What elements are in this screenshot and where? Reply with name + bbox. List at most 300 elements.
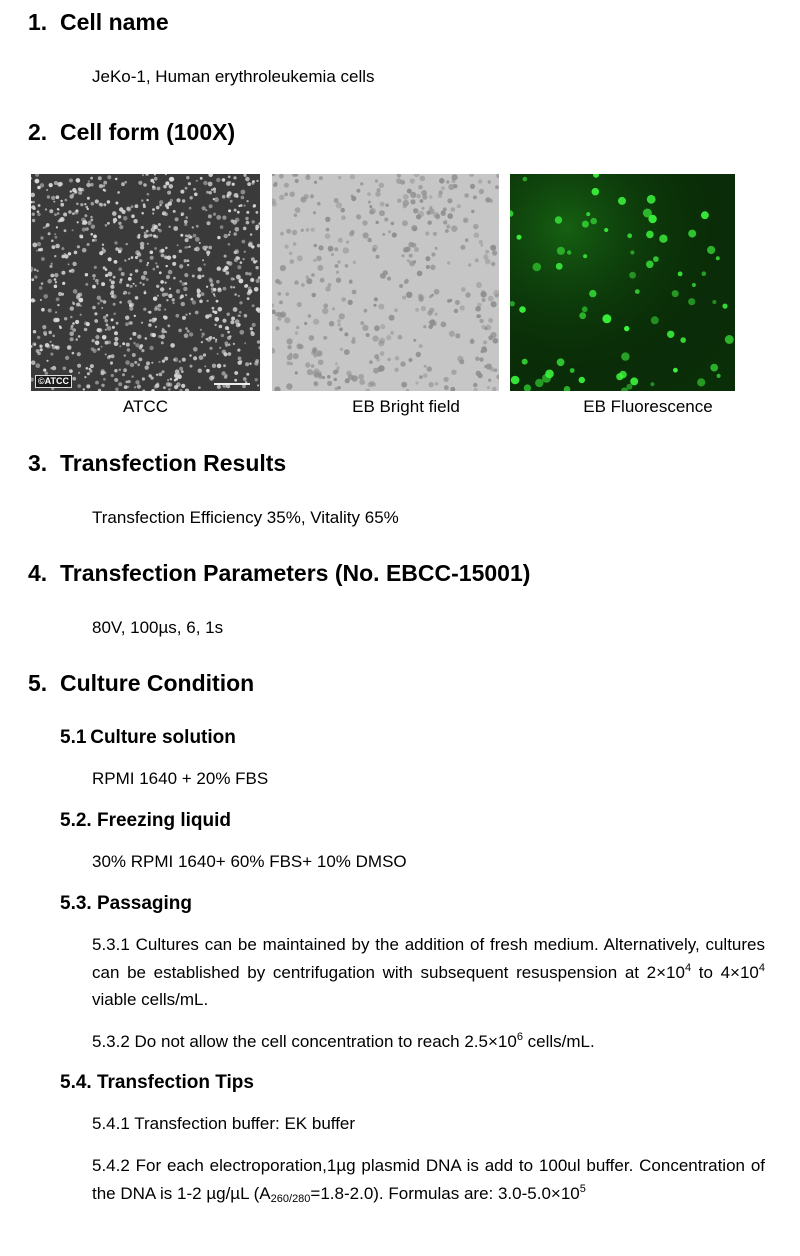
cell-dot xyxy=(223,287,227,291)
cell-dot xyxy=(72,302,75,305)
cell-dot xyxy=(227,331,230,334)
cell-dot xyxy=(205,246,208,249)
cell-dot xyxy=(70,190,72,192)
cell-dot xyxy=(488,296,494,302)
cell-dot xyxy=(37,210,40,213)
cell-dot xyxy=(433,232,437,236)
cell-dot xyxy=(131,214,135,218)
cell-dot xyxy=(101,369,105,373)
cell-dot xyxy=(50,367,53,370)
cell-dot xyxy=(154,247,157,250)
cell-dot xyxy=(124,259,126,261)
cell-dot xyxy=(185,238,189,242)
cell-dot xyxy=(157,187,161,191)
cell-dot xyxy=(408,358,412,362)
cell-dot xyxy=(46,344,50,348)
cell-dot xyxy=(135,256,138,259)
cell-dot xyxy=(255,227,258,230)
cell-dot xyxy=(356,214,361,219)
cell-dot xyxy=(240,261,243,264)
cell-dot xyxy=(243,258,245,260)
cell-dot xyxy=(206,251,210,255)
cell-dot xyxy=(402,254,405,257)
cell-dot xyxy=(54,213,57,216)
cell-dot xyxy=(284,317,290,323)
cell-dot xyxy=(54,278,57,281)
cell-dot xyxy=(316,351,321,356)
cell-dot xyxy=(95,335,99,339)
cell-dot xyxy=(233,286,235,288)
cell-dot xyxy=(99,203,102,206)
cell-dot xyxy=(426,265,430,269)
cell-dot xyxy=(168,388,171,391)
cell-dot xyxy=(95,199,99,203)
cell-dot xyxy=(166,206,169,209)
cell-dot xyxy=(75,320,79,324)
cell-dot xyxy=(150,179,154,183)
cell-dot xyxy=(160,249,164,253)
cell-dot xyxy=(413,339,416,342)
cell-dot xyxy=(114,341,119,346)
cell-dot xyxy=(341,297,346,302)
cell-dot xyxy=(187,259,190,262)
cell-dot xyxy=(335,362,338,365)
cell-dot xyxy=(455,333,460,338)
cell-dot xyxy=(555,216,562,223)
cell-dot xyxy=(185,216,188,219)
cell-dot xyxy=(140,245,144,249)
cell-dot xyxy=(166,299,168,301)
cell-dot xyxy=(50,274,54,278)
cell-dot xyxy=(395,356,400,361)
cell-dot xyxy=(159,373,163,377)
cell-dot xyxy=(99,328,101,330)
cell-dot xyxy=(491,262,495,266)
cell-dot xyxy=(74,210,78,214)
cell-dot xyxy=(122,373,125,376)
cell-dot xyxy=(107,175,111,179)
cell-dot xyxy=(378,304,384,310)
cell-dot xyxy=(370,381,375,386)
cell-dot xyxy=(106,324,109,327)
cell-dot xyxy=(366,333,370,337)
cell-dot xyxy=(360,182,363,185)
cell-dot xyxy=(190,365,193,368)
cell-dot xyxy=(246,373,249,376)
cell-dot xyxy=(210,283,214,287)
cell-dot xyxy=(60,200,62,202)
cell-dot xyxy=(384,217,388,221)
cell-dot xyxy=(206,369,210,373)
cell-dot xyxy=(165,247,168,250)
cell-dot xyxy=(205,209,207,211)
cell-dot xyxy=(647,195,656,204)
cell-dot xyxy=(582,221,589,228)
cell-dot xyxy=(485,250,489,254)
cell-dot xyxy=(95,341,100,346)
cell-dot xyxy=(150,234,153,237)
cell-dot xyxy=(111,374,114,377)
cell-dot xyxy=(184,259,187,262)
cell-dot xyxy=(252,180,255,183)
cell-dot xyxy=(119,345,121,347)
cell-dot xyxy=(650,382,654,386)
cell-dot xyxy=(299,344,304,349)
cell-dot xyxy=(72,229,74,231)
cell-dot xyxy=(275,312,279,316)
cell-dot xyxy=(646,231,654,239)
cell-dot xyxy=(279,195,284,200)
cell-dot xyxy=(108,272,113,277)
cell-dot xyxy=(170,343,175,348)
cell-dot xyxy=(170,378,172,380)
cell-dot xyxy=(51,240,54,243)
section-heading-cell-form: 2. Cell form (100X) xyxy=(28,119,236,145)
cell-dot xyxy=(334,247,338,251)
cell-dot xyxy=(54,233,56,235)
cell-dot xyxy=(81,218,86,223)
cell-dot xyxy=(51,196,55,200)
cell-dot xyxy=(284,244,288,248)
cell-dot xyxy=(135,285,137,287)
cell-dot xyxy=(143,183,147,187)
cell-dot xyxy=(413,260,416,263)
cell-dot xyxy=(280,265,286,271)
cell-dot xyxy=(178,329,182,333)
cell-dot xyxy=(447,198,452,203)
cell-dot xyxy=(55,281,57,283)
cell-dot xyxy=(567,250,571,254)
cell-dot xyxy=(147,262,149,264)
cell-dot xyxy=(78,335,81,338)
cell-dot xyxy=(292,230,297,235)
cell-dot xyxy=(230,286,233,289)
cell-dot xyxy=(228,176,231,179)
cell-dot xyxy=(85,283,88,286)
cell-dot xyxy=(126,284,129,287)
cell-dot xyxy=(34,300,36,302)
cell-dot xyxy=(362,220,367,225)
cell-dot xyxy=(405,247,410,252)
cell-dot xyxy=(295,179,299,183)
cell-dot xyxy=(173,358,176,361)
cell-dot xyxy=(430,319,435,324)
cell-dot xyxy=(103,300,107,304)
cell-dot xyxy=(238,295,240,297)
cell-dot xyxy=(592,188,600,196)
cell-dot xyxy=(198,386,201,389)
cell-dot xyxy=(168,270,173,275)
cell-dot xyxy=(102,244,104,246)
cell-dot xyxy=(602,314,611,323)
cell-dot xyxy=(161,254,165,258)
cell-dot xyxy=(455,300,460,305)
cell-dot xyxy=(419,344,423,348)
cell-dot xyxy=(189,236,192,239)
cell-dot xyxy=(87,197,90,200)
cell-dot xyxy=(127,386,129,388)
cell-dot xyxy=(667,331,674,338)
cell-dot xyxy=(286,383,292,389)
cell-dot xyxy=(389,315,395,321)
cell-dot xyxy=(169,184,174,189)
cell-dot xyxy=(353,261,357,265)
cell-dot xyxy=(77,221,79,223)
cell-dot xyxy=(76,338,78,340)
cell-dot xyxy=(523,177,528,182)
cell-dot xyxy=(176,198,180,202)
cell-dot xyxy=(51,263,53,265)
cell-dot xyxy=(128,258,130,260)
cell-dot xyxy=(380,351,385,356)
cell-dot xyxy=(452,174,458,180)
cell-dot xyxy=(140,282,142,284)
cell-dot xyxy=(204,365,206,367)
cell-dot xyxy=(485,197,490,202)
cell-dot xyxy=(349,280,352,283)
section-heading-cell-name: 1. Cell name xyxy=(28,9,169,35)
cell-dot xyxy=(630,250,634,254)
cell-dot xyxy=(126,243,128,245)
cell-dot xyxy=(314,181,317,184)
cell-dot xyxy=(710,364,718,372)
cell-dot xyxy=(250,233,252,235)
cell-dot xyxy=(86,322,90,326)
cell-dot xyxy=(212,310,215,313)
cell-dot xyxy=(87,372,90,375)
cell-dot xyxy=(417,271,423,277)
cell-dot xyxy=(50,353,53,356)
cell-dot xyxy=(336,202,342,208)
cell-dot xyxy=(202,206,206,210)
cell-dot xyxy=(185,314,187,316)
cell-dot xyxy=(367,192,371,196)
cell-dot xyxy=(179,367,183,371)
cell-dot xyxy=(192,300,196,304)
cell-dot xyxy=(479,240,483,244)
cell-dot xyxy=(173,210,176,213)
cell-dot xyxy=(98,176,102,180)
cell-dot xyxy=(372,336,378,342)
cell-dot xyxy=(189,332,193,336)
cell-dot xyxy=(77,352,81,356)
cell-dot xyxy=(168,324,170,326)
cell-dot xyxy=(156,374,158,376)
cell-dot xyxy=(165,331,167,333)
cell-dot xyxy=(399,284,403,288)
cell-dot xyxy=(116,322,119,325)
cell-dot xyxy=(230,320,234,324)
cell-dot xyxy=(219,347,221,349)
cell-dot xyxy=(143,271,147,275)
cell-dot xyxy=(234,251,237,254)
cell-dot xyxy=(373,304,376,307)
cell-dot xyxy=(320,278,325,283)
cell-dot xyxy=(604,228,608,232)
cell-dot xyxy=(294,280,298,284)
transfection-tips-paragraph-1: 5.4.1 Transfection buffer: EK buffer xyxy=(92,1114,356,1133)
cell-dot xyxy=(444,385,449,390)
cell-dot xyxy=(214,197,219,202)
cell-dot xyxy=(142,377,145,380)
cell-dot xyxy=(146,278,149,281)
cell-dot xyxy=(72,328,76,332)
cell-dot xyxy=(624,326,629,331)
atcc-micrograph-canvas xyxy=(31,174,260,391)
cell-dot xyxy=(130,273,133,276)
cell-dot xyxy=(188,246,190,248)
cell-dot xyxy=(107,200,110,203)
cell-dot xyxy=(570,368,575,373)
cell-dot xyxy=(152,208,155,211)
cell-dot xyxy=(217,364,222,369)
cell-dot xyxy=(447,261,451,265)
cell-dot xyxy=(73,289,78,294)
cell-dot xyxy=(479,357,483,361)
cell-dot xyxy=(203,263,205,265)
cell-dot xyxy=(431,252,435,256)
cell-dot xyxy=(204,248,207,251)
cell-dot xyxy=(114,260,118,264)
cell-dot xyxy=(369,360,373,364)
cell-dot xyxy=(673,368,678,373)
cell-dot xyxy=(246,221,250,225)
cell-dot xyxy=(294,214,297,217)
cell-dot xyxy=(38,204,41,207)
cell-dot xyxy=(245,362,249,366)
cell-dot xyxy=(488,318,493,323)
cell-dot xyxy=(177,374,182,379)
cell-dot xyxy=(77,180,79,182)
cell-dot xyxy=(220,225,224,229)
cell-dot xyxy=(201,292,205,296)
cell-dot xyxy=(57,304,59,306)
cell-dot xyxy=(31,360,36,365)
cell-dot xyxy=(135,380,139,384)
cell-dot xyxy=(31,278,34,281)
cell-dot xyxy=(222,195,226,199)
cell-dot xyxy=(199,355,204,360)
cell-dot xyxy=(495,185,499,189)
cell-dot xyxy=(37,186,41,190)
cell-dot xyxy=(356,189,360,193)
cell-dot xyxy=(82,248,87,253)
cell-dot xyxy=(43,369,46,372)
cell-dot xyxy=(84,203,86,205)
cell-dot xyxy=(221,371,225,375)
cell-dot xyxy=(189,207,192,210)
cell-dot xyxy=(141,349,144,352)
cell-dot xyxy=(328,246,334,252)
cell-dot xyxy=(358,374,364,380)
cell-dot xyxy=(431,294,434,297)
cell-dot xyxy=(429,308,434,313)
cell-dot xyxy=(246,211,249,214)
cell-dot xyxy=(137,385,141,389)
cell-dot xyxy=(391,222,395,226)
cell-dot xyxy=(239,311,242,314)
cell-dot xyxy=(50,341,52,343)
cell-dot xyxy=(174,379,176,381)
cell-dot xyxy=(95,381,99,385)
cell-dot xyxy=(145,365,149,369)
cell-dot xyxy=(707,246,715,254)
cell-dot xyxy=(205,314,209,318)
cell-dot xyxy=(445,229,449,233)
cell-dot xyxy=(203,353,206,356)
atcc-watermark: ©ATCC xyxy=(35,375,72,388)
cell-dot xyxy=(53,201,55,203)
cell-dot xyxy=(237,349,240,352)
cell-dot xyxy=(152,333,156,337)
cell-dot xyxy=(313,319,319,325)
cell-dot xyxy=(314,244,318,248)
cell-dot xyxy=(680,337,686,343)
cell-dot xyxy=(447,213,453,219)
cell-dot xyxy=(86,367,89,370)
cell-dot xyxy=(156,206,160,210)
cell-dot xyxy=(32,213,35,216)
cell-dot xyxy=(162,213,164,215)
cell-dot xyxy=(423,373,428,378)
cell-dot xyxy=(37,336,40,339)
cell-dot xyxy=(126,343,130,347)
cell-dot xyxy=(80,235,83,238)
cell-dot xyxy=(251,331,254,334)
cell-dot xyxy=(195,247,200,252)
cell-dot xyxy=(92,285,96,289)
cell-dot xyxy=(94,266,97,269)
cell-dot xyxy=(32,219,35,222)
cell-dot xyxy=(392,232,397,237)
cell-dot xyxy=(484,327,487,330)
cell-dot xyxy=(227,313,230,316)
cell-dot xyxy=(212,364,216,368)
cell-dot xyxy=(374,325,380,331)
cell-dot xyxy=(115,247,119,251)
cell-dot xyxy=(87,221,91,225)
cell-dot xyxy=(180,190,184,194)
cell-dot xyxy=(92,274,96,278)
cell-dot xyxy=(213,213,216,216)
cell-dot xyxy=(441,186,445,190)
cell-dot xyxy=(460,305,465,310)
cell-dot xyxy=(490,245,496,251)
cell-dot xyxy=(223,364,226,367)
cell-dot xyxy=(208,182,213,187)
cell-dot xyxy=(435,247,438,250)
cell-dot xyxy=(215,339,217,341)
cell-dot xyxy=(90,233,93,236)
caption-bright-field: EB Bright field xyxy=(352,397,460,416)
cell-dot xyxy=(339,327,343,331)
cell-dot xyxy=(351,375,357,381)
cell-dot xyxy=(297,302,302,307)
cell-dot xyxy=(107,326,112,331)
cell-dot xyxy=(483,341,487,345)
cell-dot xyxy=(72,262,76,266)
cell-dot xyxy=(375,191,380,196)
cell-dot xyxy=(336,278,341,283)
cell-dot xyxy=(65,356,69,360)
cell-dot xyxy=(415,308,419,312)
cell-dot xyxy=(228,261,233,266)
cell-dot xyxy=(101,282,105,286)
cell-dot xyxy=(443,220,447,224)
cell-dot xyxy=(231,219,235,223)
cell-dot xyxy=(113,276,116,279)
cell-dot xyxy=(311,228,315,232)
